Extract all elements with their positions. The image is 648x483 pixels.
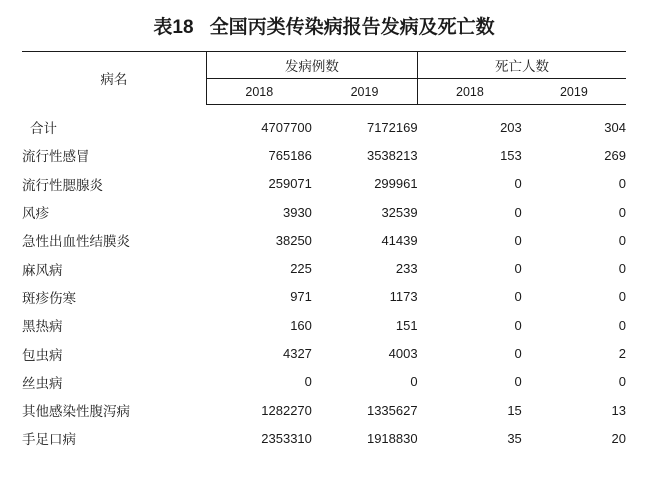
cell-cases-2018: 1282270 (261, 402, 312, 418)
cell-deaths-2019: 0 (618, 176, 626, 192)
cell-deaths-2019: 0 (618, 374, 626, 390)
table-row (22, 141, 626, 169)
cell-cases-2019: 1173 (389, 289, 418, 305)
cell-cases-2018: 0 (304, 374, 312, 390)
cell-cases-2019: 1335627 (366, 402, 418, 418)
table-row (22, 254, 626, 282)
cell-deaths-2019: 0 (618, 261, 626, 277)
row-label: 黑热病 (22, 319, 63, 335)
cell-deaths-2018: 0 (514, 204, 522, 220)
table-row (22, 283, 626, 311)
cell-cases-2019: 4003 (388, 346, 418, 362)
cell-deaths-2019: 20 (611, 430, 626, 446)
row-label: 风疹 (22, 206, 49, 222)
table-title-text: 全国丙类传染病报告发病及死亡数 (209, 17, 495, 38)
cell-deaths-2018: 0 (514, 232, 522, 248)
cell-cases-2018: 38250 (275, 232, 312, 248)
cell-deaths-2018: 0 (514, 374, 522, 390)
cell-deaths-2018: 0 (514, 176, 522, 192)
cell-cases-2018: 225 (290, 261, 312, 277)
row-label: 斑疹伤寒 (22, 290, 76, 306)
cell-cases-2018: 971 (290, 289, 312, 305)
header-deaths-2018: 2018 (418, 79, 522, 105)
cell-deaths-2019: 0 (618, 289, 626, 305)
table-row (22, 226, 626, 254)
row-label: 其他感染性腹泻病 (22, 404, 130, 420)
cell-cases-2019: 299961 (374, 176, 418, 192)
cell-cases-2019: 151 (395, 317, 418, 333)
cell-deaths-2019: 0 (618, 204, 626, 220)
cell-cases-2019: 1918830 (366, 430, 418, 446)
table-number: 表18 (153, 17, 194, 38)
table-row (22, 339, 626, 367)
cell-deaths-2019: 13 (611, 402, 626, 418)
table-spacer (22, 105, 626, 114)
row-label: 包虫病 (22, 347, 63, 363)
table-row (22, 311, 626, 339)
cell-cases-2019: 41439 (381, 232, 418, 248)
cell-deaths-2018: 153 (500, 147, 522, 163)
table-header-group-row (22, 52, 626, 79)
disease-statistics-table (22, 51, 626, 453)
cell-deaths-2018: 35 (507, 430, 522, 446)
cell-cases-2019: 233 (395, 261, 418, 277)
page-title (22, 0, 626, 51)
table-row (22, 396, 626, 424)
table-row (22, 424, 626, 452)
row-label: 合计 (30, 121, 57, 137)
header-cases-2018: 2018 (206, 79, 312, 105)
cell-cases-2018: 2353310 (261, 430, 312, 446)
header-group-deaths: 死亡人数 (418, 52, 626, 79)
header-group-cases: 发病例数 (206, 52, 417, 79)
header-deaths-2019: 2019 (522, 79, 626, 105)
header-disease-name: 病名 (22, 52, 206, 105)
cell-deaths-2018: 0 (514, 346, 522, 362)
row-label: 手足口病 (22, 432, 76, 448)
table-row (22, 113, 626, 141)
row-label: 流行性感冒 (22, 149, 90, 165)
row-label: 麻风病 (22, 262, 63, 278)
table-body (22, 105, 626, 453)
table-row (22, 368, 626, 396)
table-row (22, 198, 626, 226)
row-label: 丝虫病 (22, 375, 63, 391)
header-cases-2019: 2019 (312, 79, 418, 105)
cell-deaths-2018: 203 (500, 119, 522, 135)
table-row (22, 170, 626, 198)
cell-deaths-2019: 304 (604, 119, 626, 135)
cell-cases-2019: 32539 (381, 204, 418, 220)
cell-deaths-2019: 269 (604, 147, 626, 163)
cell-cases-2019: 3538213 (366, 147, 418, 163)
cell-cases-2018: 160 (290, 317, 312, 333)
cell-deaths-2018: 15 (507, 402, 522, 418)
cell-cases-2018: 259071 (268, 176, 312, 192)
cell-cases-2018: 3930 (282, 204, 312, 220)
cell-deaths-2018: 0 (514, 289, 522, 305)
cell-cases-2019: 0 (410, 374, 418, 390)
cell-deaths-2018: 0 (514, 317, 522, 333)
cell-deaths-2019: 0 (618, 232, 626, 248)
cell-deaths-2018: 0 (514, 261, 522, 277)
row-label: 急性出血性结膜炎 (22, 234, 130, 250)
cell-deaths-2019: 2 (618, 346, 626, 362)
cell-cases-2018: 765186 (268, 147, 312, 163)
cell-deaths-2019: 0 (618, 317, 626, 333)
cell-cases-2018: 4327 (282, 346, 312, 362)
row-label: 流行性腮腺炎 (22, 177, 103, 193)
cell-cases-2019: 7172169 (366, 119, 418, 135)
cell-cases-2018: 4707700 (261, 119, 312, 135)
